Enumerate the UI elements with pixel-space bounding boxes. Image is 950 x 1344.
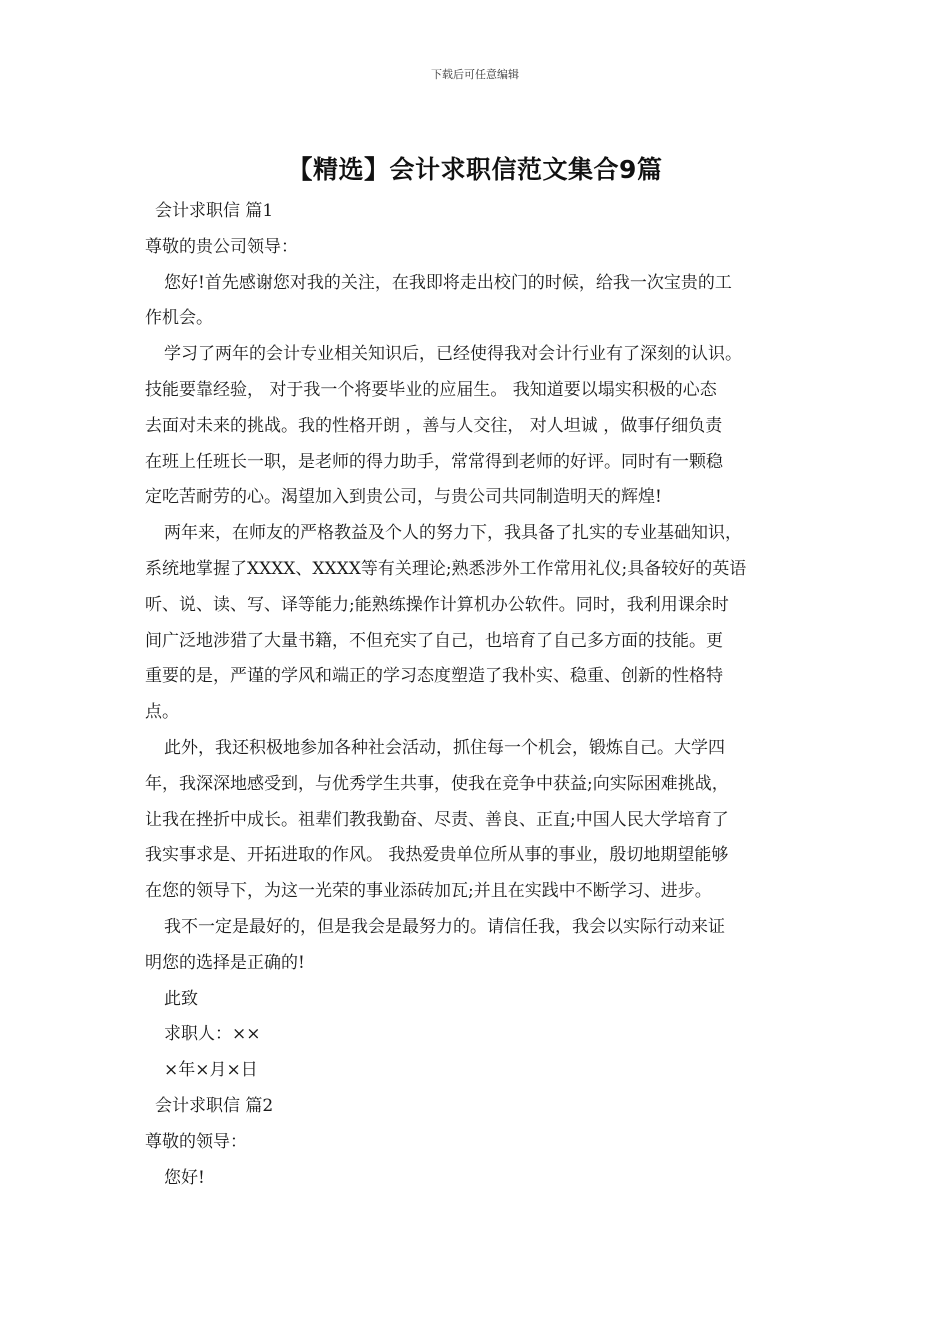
- text-line: 我不一定是最好的，但是我会是最努力的。请信任我，我会以实际行动来证: [164, 916, 725, 937]
- document-body: [145, 194, 825, 1196]
- text-line: 让我在挫折中成长。祖辈们教我勤奋、尽责、善良、正直;中国人民大学培育了: [145, 809, 729, 830]
- text-line: 尊敬的贵公司领导：: [145, 236, 298, 257]
- text-line: 作机会。: [145, 308, 213, 329]
- text-line: ×年×月×日: [164, 1060, 258, 1081]
- text-line: 明您的选择是正确的!: [145, 952, 305, 973]
- document-title: 【精选】会计求职信范文集合9篇: [287, 155, 663, 184]
- header-note: 下载后可任意编辑: [431, 68, 519, 81]
- text-line: 学习了两年的会计专业相关知识后，已经使得我对会计行业有了深刻的认识。: [164, 344, 742, 365]
- text-line: 间广泛地涉猎了大量书籍，不但充实了自己，也培育了自己多方面的技能。更: [145, 630, 723, 651]
- text-line: 两年来，在师友的严格教益及个人的努力下，我具备了扎实的专业基础知识，: [164, 523, 742, 544]
- text-line: 重要的是，严谨的学风和端正的学习态度塑造了我朴实、稳重、创新的性格特: [145, 666, 723, 687]
- text-line: 会计求职信 篇2: [155, 1095, 274, 1116]
- text-line: 技能要靠经验， 对于我一个将要毕业的应届生。 我知道要以塌实积极的心态: [145, 379, 717, 400]
- text-line: 尊敬的领导：: [145, 1131, 247, 1152]
- text-line: 定吃苦耐劳的心。渴望加入到贵公司，与贵公司共同制造明天的辉煌!: [145, 487, 662, 508]
- text-line: 此外，我还积极地参加各种社会活动，抓住每一个机会，锻炼自己。大学四: [164, 737, 725, 758]
- text-line: 去面对未来的挑战。我的性格开朗 ，善与人交往， 对人坦诚 ，做事仔细负责: [145, 415, 723, 436]
- text-line: 点。: [145, 702, 179, 723]
- text-line: 在班上任班长一职，是老师的得力助手，常常得到老师的好评。同时有一颗稳: [145, 451, 723, 472]
- text-line: 您好!首先感谢您对我的关注，在我即将走出校门的时候，给我一次宝贵的工: [164, 272, 732, 293]
- text-line: 在您的领导下，为这一光荣的事业添砖加瓦;并且在实践中不断学习、进步。: [145, 881, 712, 902]
- text-line: 会计求职信 篇1: [155, 201, 274, 221]
- text-line: 求职人：××: [164, 1024, 261, 1045]
- text-line: 我实事求是、开拓进取的作风。 我热爱贵单位所从事的事业，殷切地期望能够: [145, 845, 729, 866]
- text-line: 此致: [164, 988, 198, 1009]
- text-line: 系统地掌握了XXXX、XXXX等有关理论;熟悉涉外工作常用礼仪;具备较好的英语: [145, 558, 747, 579]
- text-line: 年，我深深地感受到，与优秀学生共事，使我在竞争中获益;向实际困难挑战，: [145, 773, 729, 794]
- text-line: 您好!: [164, 1167, 205, 1188]
- text-line: 听、说、读、写、译等能力;能熟练操作计算机办公软件。同时，我利用课余时: [145, 594, 729, 615]
